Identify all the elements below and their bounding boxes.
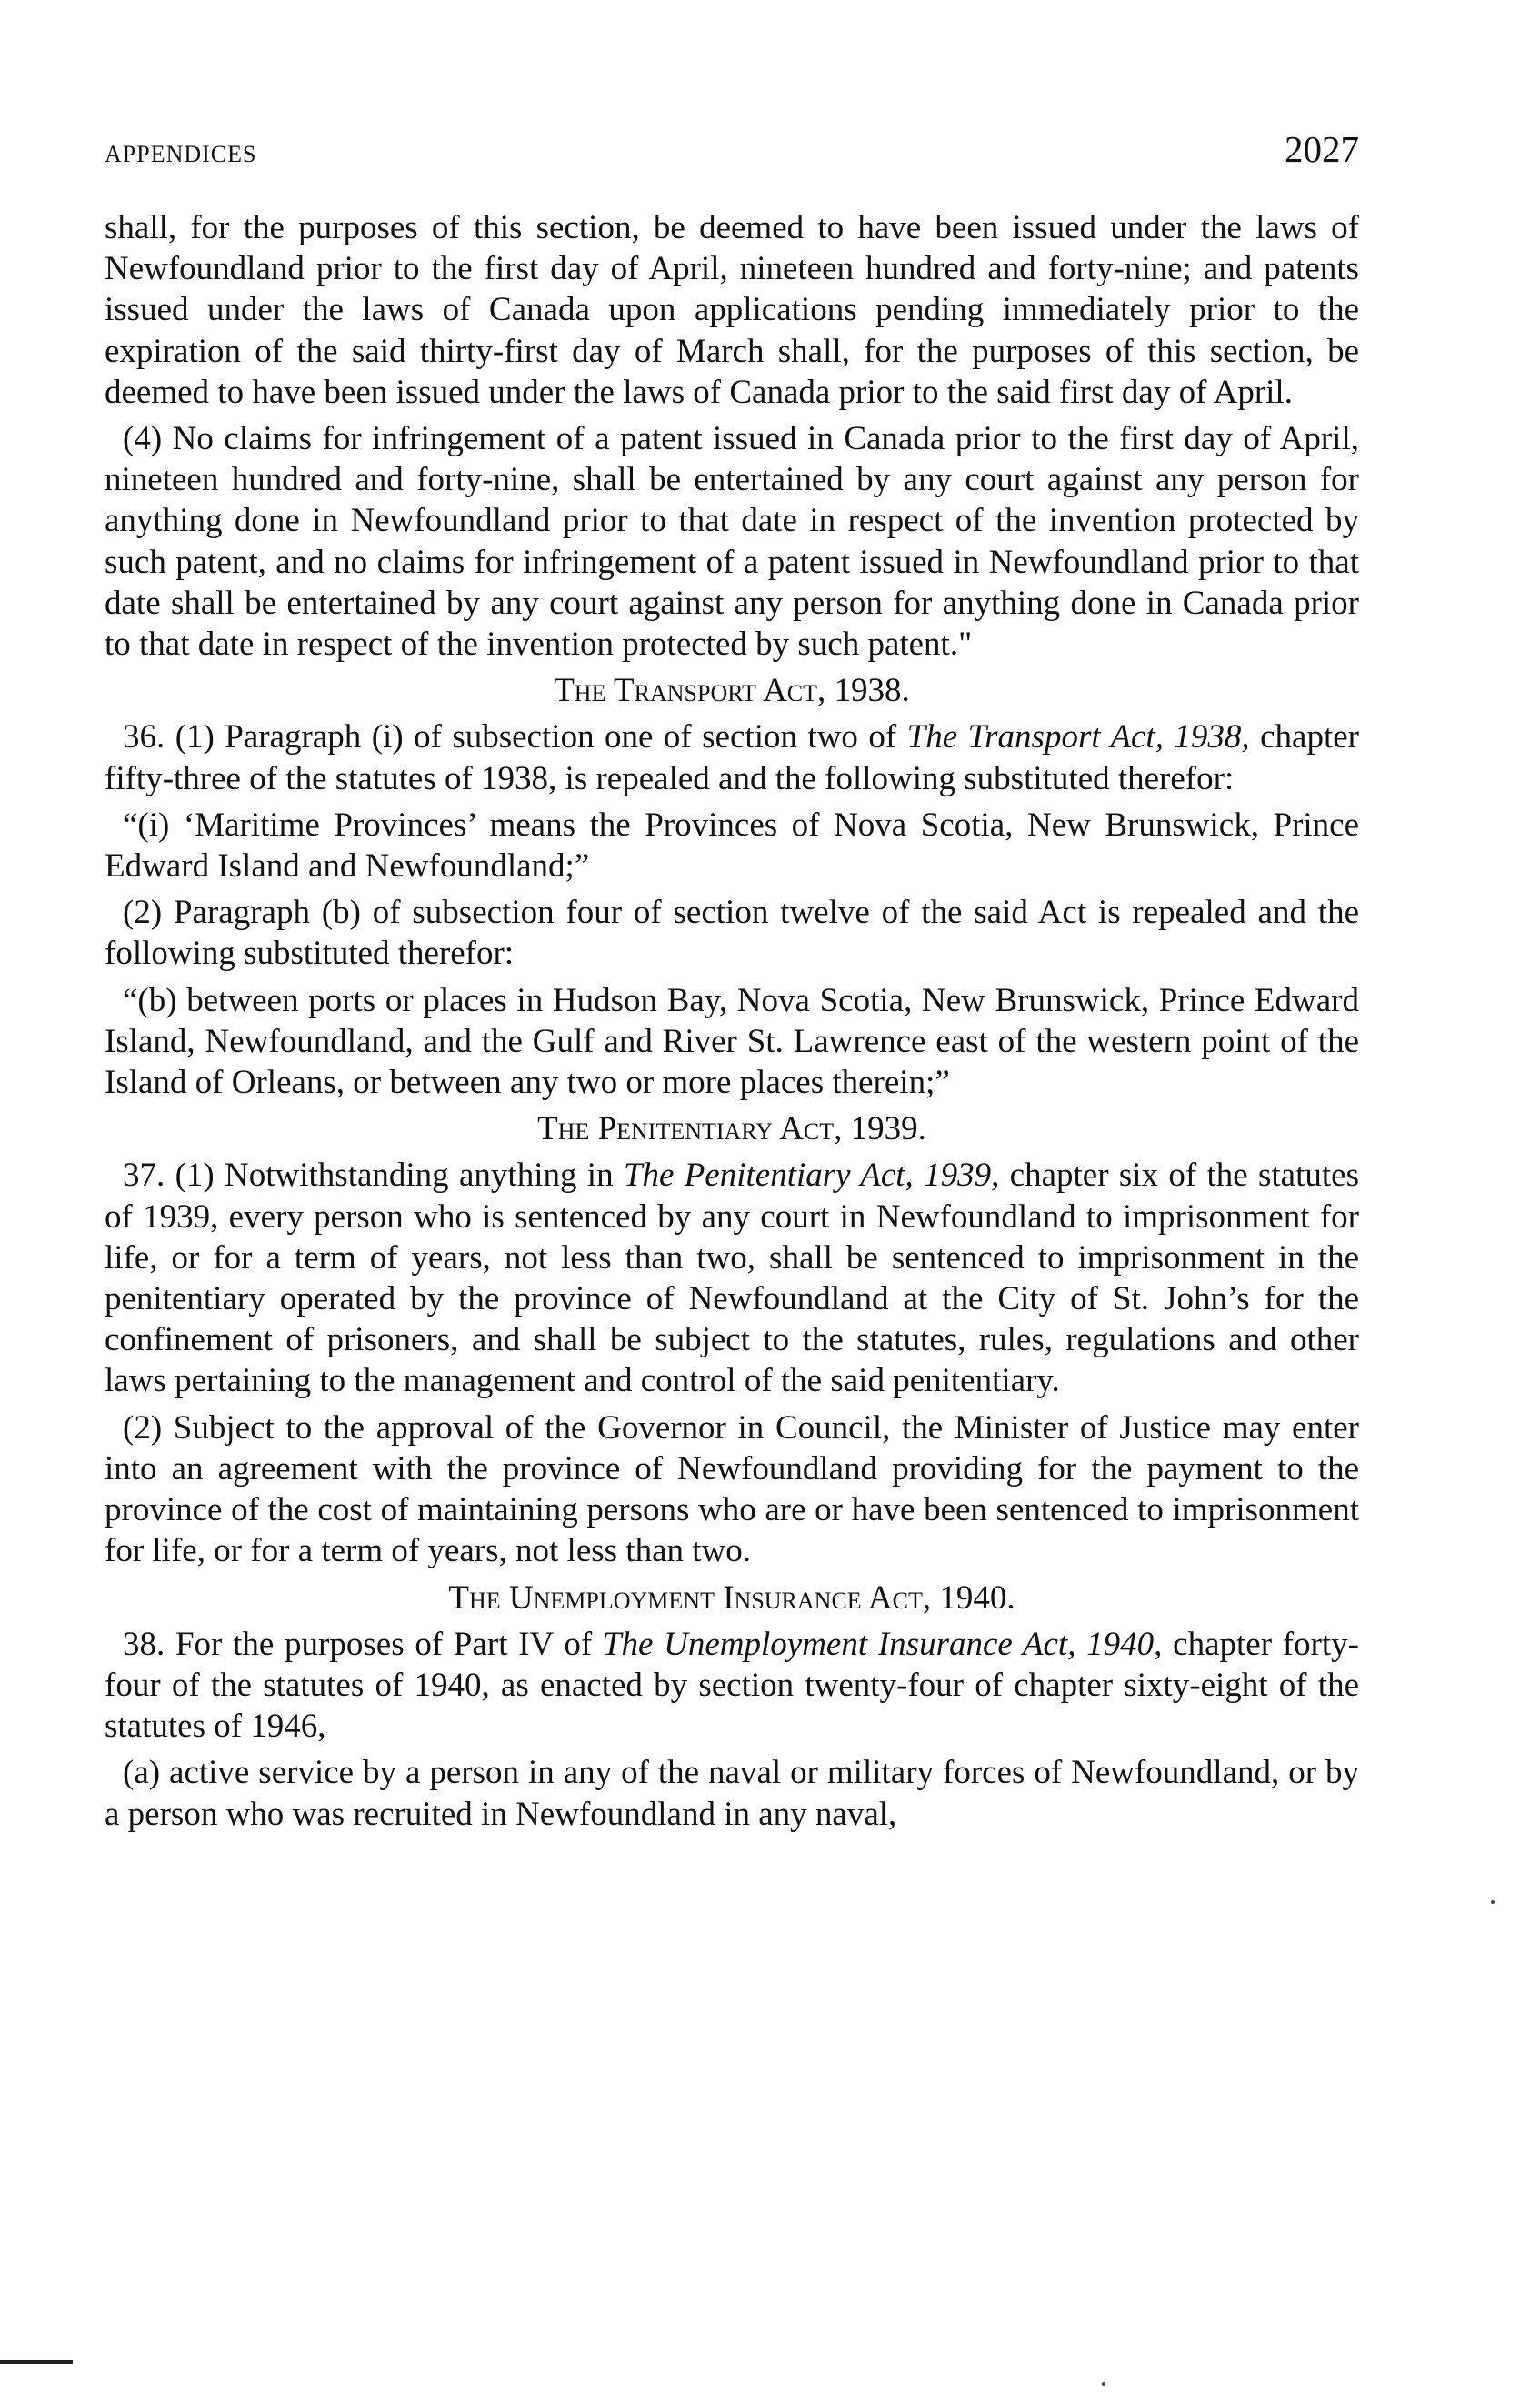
section-38 xyxy=(105,1624,1359,1748)
section-36-1-act-title: The Transport Act, 1938, xyxy=(906,718,1250,756)
running-title: APPENDICES xyxy=(105,141,257,167)
section-36-1 xyxy=(105,716,1359,798)
scan-edge-mark xyxy=(0,2360,73,2364)
heading-unemployment-act-text: The Unemployment Insurance Act, 1940. xyxy=(448,1578,1015,1617)
section-36-1-rest: chapter fifty-three of the statutes of 1938, is repealed and the following substituted therefor: xyxy=(105,718,1359,797)
running-head xyxy=(105,127,1359,185)
heading-transport-act xyxy=(105,670,1359,711)
scan-dot xyxy=(1102,2382,1105,2386)
section-36-2: (2) Paragraph (b) of subsection four of section twelve of the said Act is repealed and the following substituted therefor: xyxy=(105,894,1359,973)
section-36-quote-i: “(i) ‘Maritime Provinces’ means the Provinces of Nova Scotia, New Brunswick, Prince Edward Island and Newfoundland;” xyxy=(105,806,1359,886)
heading-transport-act-text: The Transport Act, 1938. xyxy=(554,672,910,710)
section-37-1-lead: 37. (1) Notwithstanding anything in xyxy=(123,1157,624,1195)
section-37-1 xyxy=(105,1155,1359,1401)
section-37-1-rest: chapter six of the statutes of 1939, every person who is sentenced by any court in Newfoundland to imprisonment for life, or for a term of years, not less than two, shall be sentenced to imprisonment in the penitentiary operated by the province of Newfoundland at the City of St. John’s for the confinement of prisoners, and shall be subject to the statutes, rules, regulations and other laws pertaining to the management and control of the said penitentiary. xyxy=(105,1157,1359,1400)
heading-unemployment-act xyxy=(105,1578,1359,1618)
paragraph-continuation: shall, for the purposes of this section, be deemed to have been issued under the laws of Newfoundland prior to the first day of April, nineteen hundred and forty-nine; and patents issued under the laws of Canada upon applications pending immediately prior to the expiration of the said thirty-first day of March shall, for the purposes of this section, be deemed to have been issued under the laws of Canada prior to the said first day of April. xyxy=(105,209,1359,411)
page-number: 2027 xyxy=(1285,128,1359,170)
section-38-lead: 38. For the purposes of Part IV of xyxy=(123,1625,603,1663)
section-36-quote-b: “(b) between ports or places in Hudson Bay, Nova Scotia, New Brunswick, Prince Edward Island, Newfoundland, and the Gulf and River St. Lawrence east of the western point of the Island of Orleans, or between any two or more places therein;” xyxy=(105,981,1359,1102)
scan-dot xyxy=(1491,1900,1495,1904)
document-page xyxy=(105,127,1359,1840)
body-text xyxy=(105,207,1359,1835)
section-37-1-act-title: The Penitentiary Act, 1939, xyxy=(623,1157,1000,1195)
heading-penitentiary-act-text: The Penitentiary Act, 1939. xyxy=(537,1110,926,1148)
section-38-rest: chapter forty-four of the statutes of 1940, as enacted by section twenty-four of chapter sixty-eight of the statutes of 1946, xyxy=(105,1625,1360,1746)
section-36-1-lead: 36. (1) Paragraph (i) of subsection one of section two of xyxy=(123,718,907,756)
section-37-2: (2) Subject to the approval of the Governor in Council, the Minister of Justice may enter into an agreement with the province of Newfoundland providing for the payment to the province of the cost of maintaining persons who are or have been sentenced to imprisonment for life, or for a term of years, not less than two. xyxy=(105,1408,1359,1570)
section-38-a: (a) active service by a person in any of the naval or military forces of Newfoundland, or by a person who was recruited in Newfoundland in any naval, xyxy=(105,1754,1359,1833)
paragraph-subsection-4: (4) No claims for infringement of a patent issued in Canada prior to the first day of April, nineteen hundred and forty-nine, shall be entertained by any court against any person for anything done in Newfoundland prior to that date in respect of the invention protected by such patent, and no claims for infringement of a patent issued in Newfoundland prior to that date shall be entertained by any court against any person for anything done in Canada prior to that date in respect of the invention protected by such patent." xyxy=(105,420,1359,664)
heading-penitentiary-act xyxy=(105,1108,1359,1149)
section-38-act-title: The Unemployment Insurance Act, 1940, xyxy=(602,1625,1163,1663)
